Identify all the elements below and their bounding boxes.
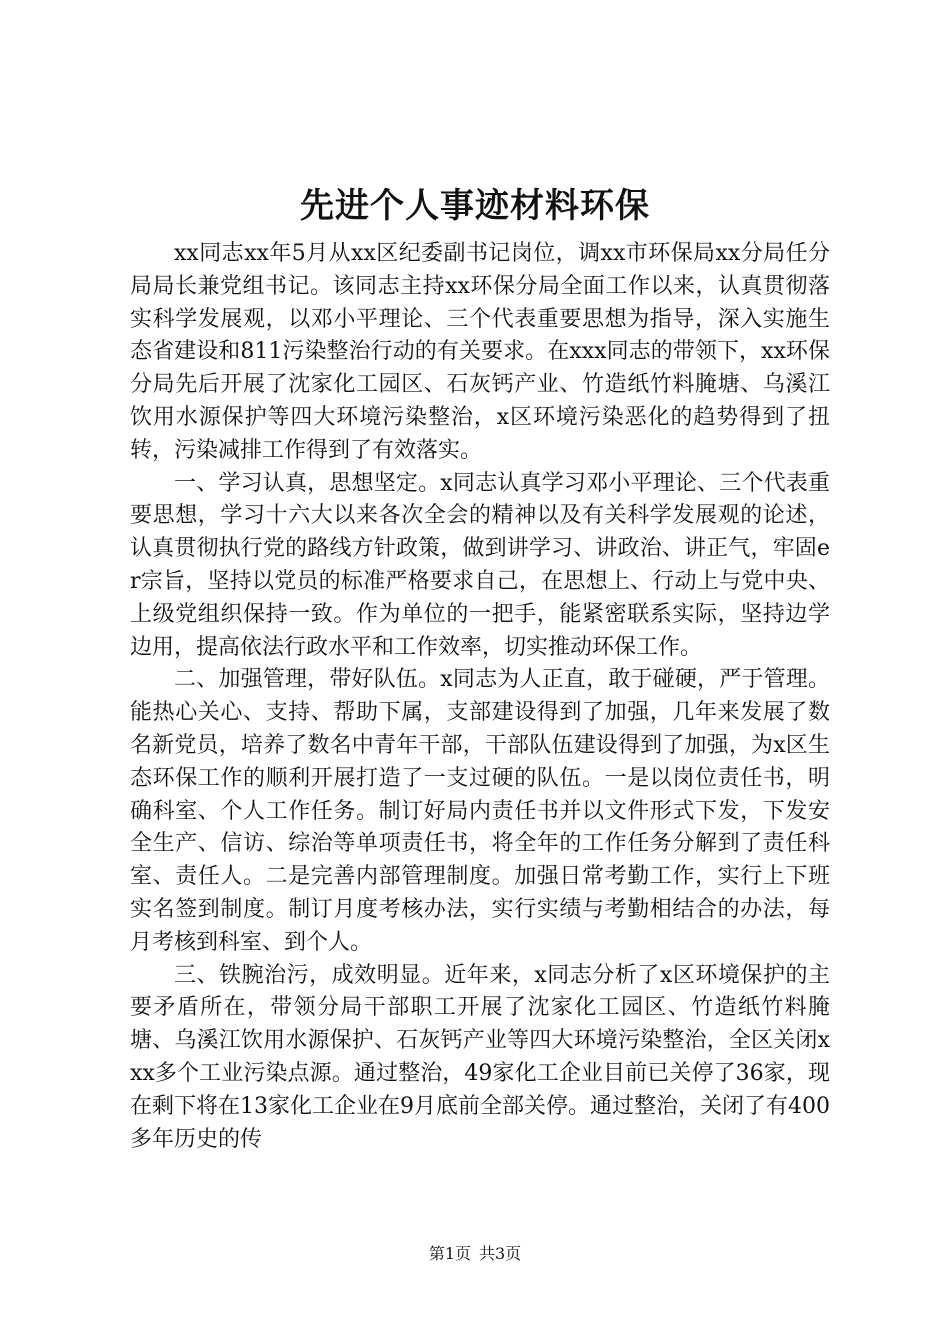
paragraph-section-two: 二、加强管理，带好队伍。x同志为人正直，敢于碰硬，严于管理。能热心关心、支持、帮助下属，支部建设得到了加强，几年来发展了数名新党员，培养了数名中青年干部，干部队伍建设得到了加强，为x区生态环保工作的顺利开展打造了一支过硬的队伍。一是以岗位责任书，明确科室、个人工作任务。制订好局内责任书并以文件形式下发，下发安全生产、信访、综治等单项责任书，将全年的工作任务分解到了责任科室、责任人。二是完善内部管理制度。加强日常考勤工作，实行上下班实名签到制度。制订月度考核办法，实行实绩与考勤相结合的办法，每月考核到科室、到个人。 — [130, 667, 830, 955]
paragraph-section-three: 三、铁腕治污，成效明显。近年来，x同志分析了x区环境保护的主要矛盾所在，带领分局干部职工开展了沈家化工园区、竹造纸竹料腌塘、乌溪江饮用水源保护、石灰钙产业等四大环境污染整治，全区关闭xxx多个工业污染点源。通过整治，49家化工企业目前已关停了36家，现在剩下将在13家化工企业在9月底前全部关停。通过整治，关闭了有400多年历史的传 — [130, 962, 830, 1152]
page-total: 共3页 — [479, 1244, 522, 1263]
paragraph-intro: xx同志xx年5月从xx区纪委副书记岗位，调xx市环保局xx分局任分局局长兼党组书记。该同志主持xx环保分局全面工作以来，认真贯彻落实科学发展观，以邓小平理论、三个代表重要思想为指导，深入实施生态省建设和811污染整治行动的有关要求。在xxx同志的带领下，xx环保分局先后开展了沈家化工园区、石灰钙产业、竹造纸竹料腌塘、乌溪江饮用水源保护等四大环境污染整治，x区环境污染恶化的趋势得到了扭转，污染减排工作得到了有效落实。 — [130, 241, 830, 463]
document-title: 先进个人事迹材料环保 — [300, 186, 650, 226]
page-footer — [0, 1242, 950, 1266]
page-number: 第1页 — [428, 1244, 471, 1263]
paragraph-section-one: 一、学习认真，思想坚定。x同志认真学习邓小平理论、三个代表重要思想，学习十六大以来各次全会的精神以及有关科学发展观的论述，认真贯彻执行党的路线方针政策，做到讲学习、讲政治、讲正气，牢固er宗旨，坚持以党员的标准严格要求自己，在思想上、行动上与党中央、上级党组织保持一致。作为单位的一把手，能紧密联系实际，坚持边学边用，提高依法行政水平和工作效率，切实推动环保工作。 — [130, 470, 830, 660]
document-body — [130, 238, 830, 1156]
